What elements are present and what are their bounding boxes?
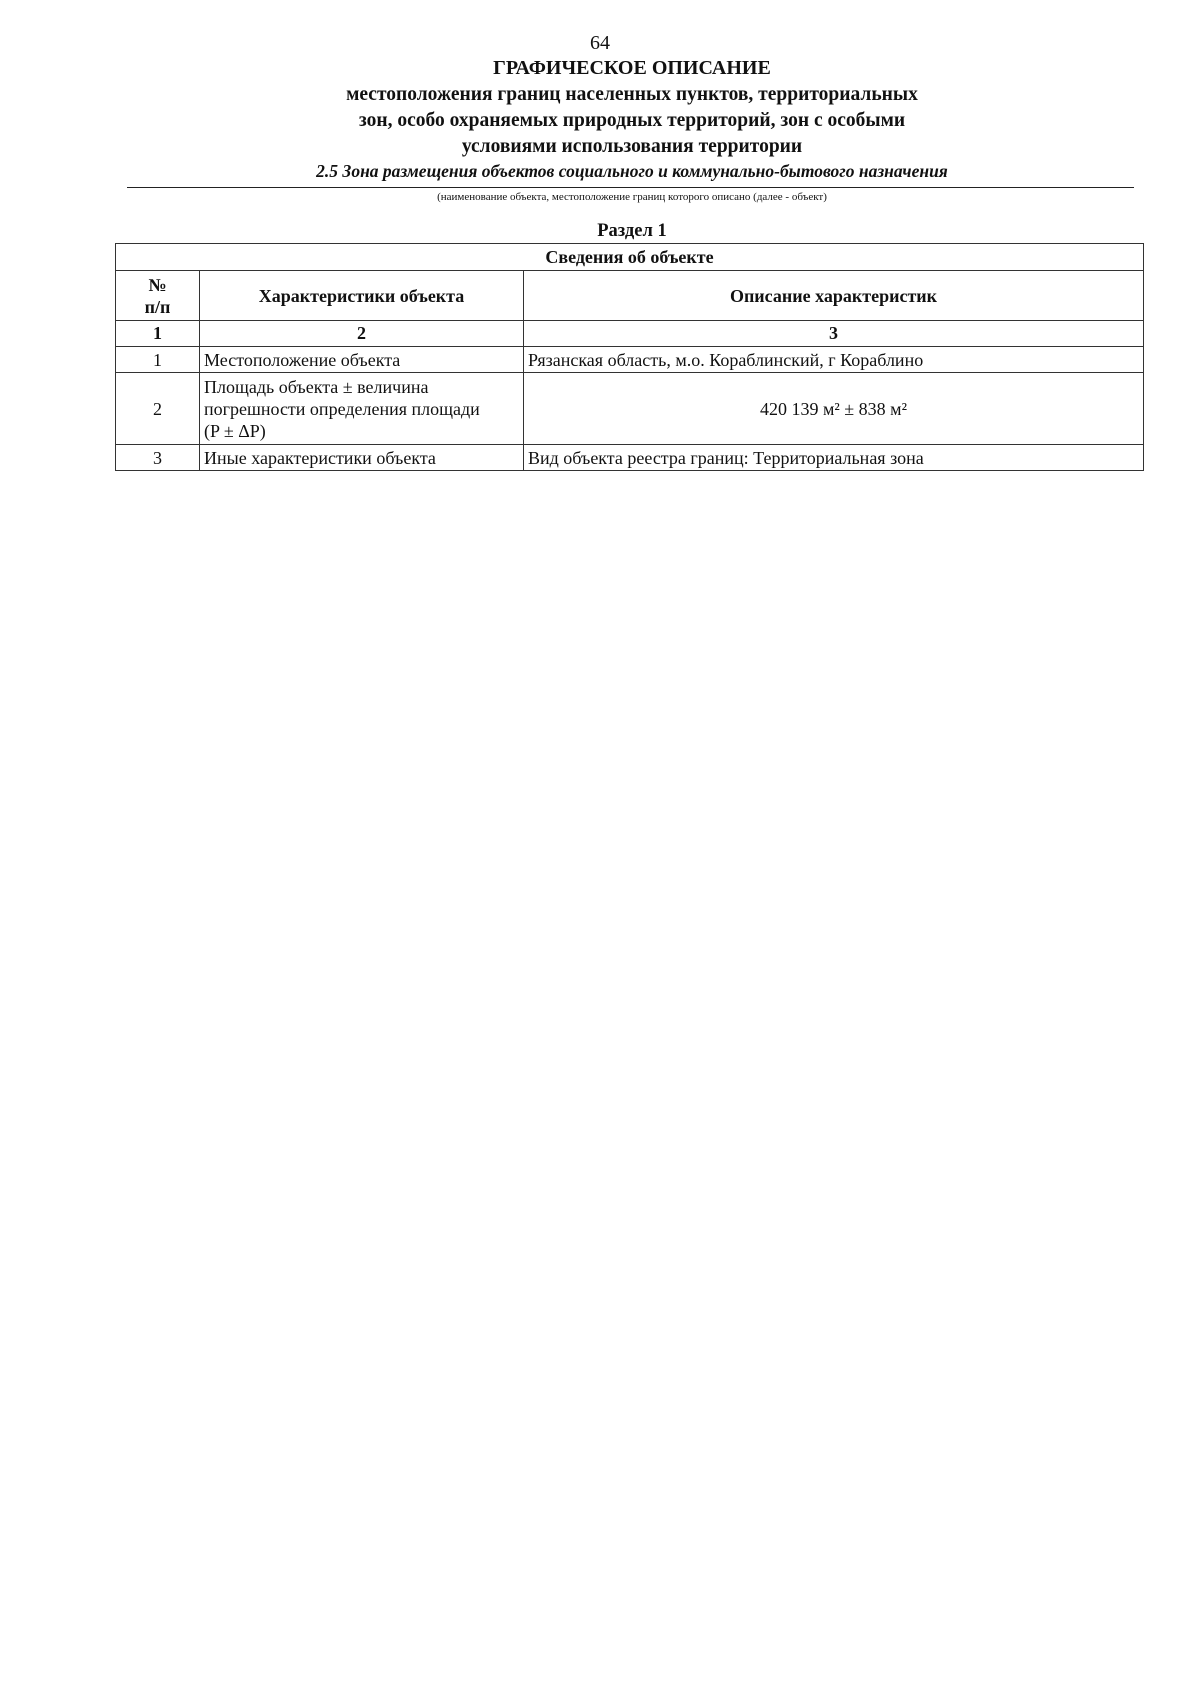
row-number: 1 [116, 347, 200, 373]
row-characteristic [200, 373, 524, 445]
row-characteristic: Иные характеристики объекта [200, 445, 524, 471]
row-description: Рязанская область, м.о. Кораблинский, г Кораблино [524, 347, 1144, 373]
object-name: 2.5 Зона размещения объектов социального и коммунально-бытового назначения [316, 161, 948, 181]
header-number [116, 271, 200, 321]
row-number: 3 [116, 445, 200, 471]
row-characteristic: Местоположение объекта [200, 347, 524, 373]
table-header-row [116, 271, 1144, 321]
document-subtitle [0, 82, 1200, 160]
header-characteristic: Характеристики объекта [200, 271, 524, 321]
column-number-row [116, 321, 1144, 347]
document-title: ГРАФИЧЕСКОЕ ОПИСАНИЕ [493, 57, 771, 79]
subtitle-line: зон, особо охраняемых природных территорий, зон с особыми [358, 110, 906, 131]
section-title: Раздел 1 [597, 221, 667, 241]
header-number-symbol: № [148, 274, 167, 295]
header-number-abbrev: п/п [144, 296, 171, 317]
table-row [116, 373, 1144, 445]
row-number: 2 [116, 373, 200, 445]
table-row [116, 445, 1144, 471]
row-description: 420 139 м² ± 838 м² [524, 373, 1144, 445]
column-number: 3 [524, 321, 1144, 347]
subtitle-line: местоположения границ населенных пунктов, территориальных [346, 84, 918, 105]
object-name-underline [127, 187, 1134, 188]
table-row [116, 347, 1144, 373]
subtitle-line: условиями использования территории [461, 136, 803, 157]
column-number: 2 [200, 321, 524, 347]
row-description: Вид объекта реестра границ: Территориальная зона [524, 445, 1144, 471]
page-number: 64 [590, 32, 610, 54]
header-description: Описание характеристик [524, 271, 1144, 321]
object-caption: (наименование объекта, местоположение границ которого описано (далее - объект) [437, 191, 827, 203]
table-caption: Сведения об объекте [116, 244, 1144, 271]
characteristic-line: погрешности определения площади [204, 398, 480, 419]
object-info-table [115, 243, 1144, 471]
characteristic-line: Площадь объекта ± величина [204, 376, 429, 397]
column-number: 1 [116, 321, 200, 347]
table-caption-row [116, 244, 1144, 271]
characteristic-line: (P ± ΔP) [204, 420, 266, 441]
